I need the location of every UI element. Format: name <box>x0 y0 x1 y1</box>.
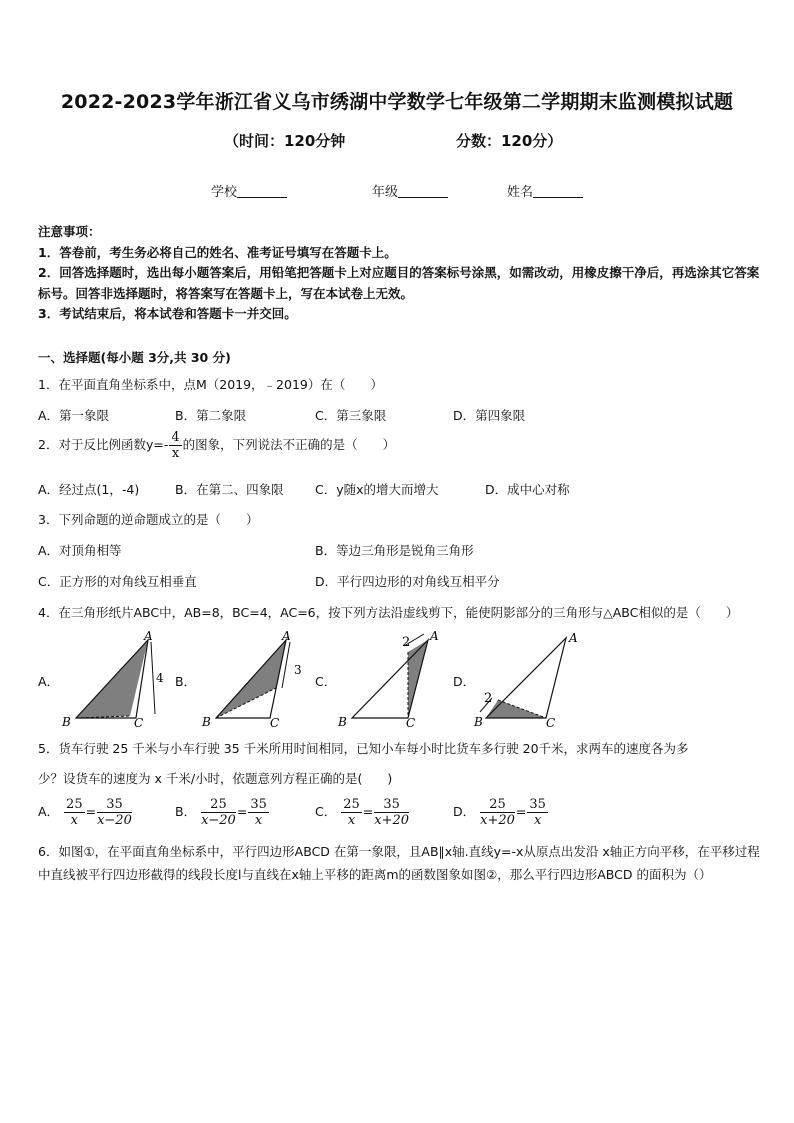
eq-sign: = <box>236 804 248 819</box>
grade-field <box>372 181 448 200</box>
exam-title: 2022-2023学年浙江省义乌市绣湖中学数学七年级第二学期期末监测模拟试题 <box>60 91 734 113</box>
q5-option-d <box>453 797 549 828</box>
school-label: 学校 <box>211 185 238 200</box>
q4-option-d-label: D． <box>453 674 476 689</box>
eq-sign: = <box>515 804 527 819</box>
name-field <box>507 181 583 200</box>
vertex-b-label: B <box>338 715 347 729</box>
q5-option-b <box>175 797 270 828</box>
q2-stem-after: 的图象，下列说法不正确的是（ ） <box>182 437 396 452</box>
length-label: 4 <box>156 671 164 685</box>
q3-option-a: A．对顶角相等 <box>38 543 122 558</box>
vertex-c-label: C <box>406 716 416 730</box>
frac-num: 35 <box>97 797 132 813</box>
q5-stem-line1: 5．货车行驶 25 千米与小车行驶 35 千米所用时间相同，已知小车每小时比货车多行驶 20千米，求两车的速度各为多 <box>38 741 689 756</box>
note-item: 2．回答选择题时，选出每小题答案后，用铅笔把答题卡上对应题目的答案标号涂黑，如需改动，用橡皮擦干净后，再选涂其它答案标号。回答非选择题时，将答案写在答题卡上，写在本试卷上无效。 <box>38 265 760 301</box>
q5-frac-left <box>480 797 515 828</box>
frac-den: x <box>347 813 356 828</box>
notes-heading: 注意事项： <box>38 224 101 239</box>
q1-option-c: C．第三象限 <box>315 408 387 423</box>
vertex-b-label: B <box>62 715 71 729</box>
q3-option-c: C．正方形的对角线互相垂直 <box>38 574 197 589</box>
q5-option-label: D． <box>453 804 476 819</box>
q1-option-b: B．第二象限 <box>175 408 247 423</box>
eq-sign: = <box>85 804 97 819</box>
q5-frac-right <box>248 797 269 828</box>
section-heading: 一、选择题(每小题 3分,共 30 分) <box>38 350 231 365</box>
triangle-abc <box>486 638 566 718</box>
length-label: 2 <box>484 691 493 706</box>
q3-option-d: D．平行四边形的对角线互相平分 <box>315 574 500 589</box>
q4-figure-d <box>470 628 590 730</box>
q2-option-d: D．成中心对称 <box>485 482 570 497</box>
note-item: 1．答卷前，考生务必将自己的姓名、准考证号填写在答题卡上。 <box>38 244 397 260</box>
exam-time: （时间：120分钟 <box>224 132 346 150</box>
length-label: 2 <box>402 635 411 650</box>
note-item: 3．考试结束后，将本试卷和答题卡一并交回。 <box>38 306 297 321</box>
q4-figure-a <box>58 628 170 730</box>
frac-den: x <box>533 813 542 828</box>
q5-option-label: C． <box>315 804 337 819</box>
vertex-a-label: A <box>282 629 291 643</box>
q2-option-c: C．y随x的增大而增大 <box>315 482 439 497</box>
school-field <box>211 181 287 200</box>
grade-blank <box>398 185 448 198</box>
eq-sign: = <box>362 804 374 819</box>
q3-stem: 3．下列命题的逆命题成立的是（ ） <box>38 512 259 527</box>
q4-option-b-label: B． <box>175 674 197 689</box>
vertex-b-label: B <box>474 715 483 729</box>
q2-fraction <box>169 430 181 461</box>
q2-stem <box>38 430 395 461</box>
q5-frac-right <box>527 797 548 828</box>
frac-num: 25 <box>201 797 236 813</box>
q2-option-b: B．在第二、四象限 <box>175 482 284 497</box>
q1-option-a: A．第一象限 <box>38 408 110 423</box>
name-blank <box>533 185 583 198</box>
q5-option-a <box>38 797 133 828</box>
name-label: 姓名 <box>507 185 534 200</box>
q5-frac-left <box>201 797 236 828</box>
frac-num: 25 <box>480 797 515 813</box>
school-blank <box>237 185 287 198</box>
q5-frac-right <box>97 797 132 828</box>
q2-option-a: A．经过点(1，-4) <box>38 482 140 497</box>
q4-option-a-label: A． <box>38 674 60 689</box>
q5-option-label: B． <box>175 804 197 819</box>
exam-score: 分数：120分） <box>456 132 563 150</box>
q5-option-label: A． <box>38 804 60 819</box>
grade-label: 年级 <box>372 185 399 200</box>
frac-num: 35 <box>250 797 267 812</box>
vertex-b-label: B <box>202 715 211 729</box>
frac-den: x <box>70 813 78 828</box>
length-label: 3 <box>294 663 302 677</box>
q4-option-c-label: C． <box>315 674 337 689</box>
vertex-a-label: A <box>430 629 439 643</box>
q5-option-c <box>315 797 410 828</box>
frac-den: x+20 <box>374 813 410 828</box>
q4-figure-c <box>338 628 450 730</box>
frac-den: x <box>254 813 263 828</box>
frac-num: 35 <box>529 797 546 812</box>
q6-stem: 6．如图①，在平面直角坐标系中，平行四边形ABCD 在第一象限，且AB∥x轴.直线y=-x从原点出发沿 x轴正方向平移，在平移过程中直线被平行四边形截得的线段长度l与直线在x轴上平移的距离m的函数图象如图②，那么平行四边形ABCD 的面积为（） <box>38 844 760 882</box>
q5-frac-right <box>374 797 409 828</box>
dimension-line <box>151 642 155 714</box>
frac-num: 25 <box>343 797 360 812</box>
vertex-a-label: A <box>569 631 578 645</box>
q4-stem: 4．在三角形纸片ABC中，AB=8，BC=4，AC=6，按下列方法沿虚线剪下，能使阴影部分的三角形与△ABC相似的是（ ） <box>38 605 739 620</box>
q5-frac-left <box>64 797 85 828</box>
frac-den: x−20 <box>201 813 236 828</box>
vertex-c-label: C <box>270 716 280 730</box>
q1-option-d: D．第四象限 <box>453 408 526 423</box>
q3-option-b: B．等边三角形是锐角三角形 <box>315 543 474 558</box>
q4-figure-b <box>198 628 310 730</box>
frac-den: x+20 <box>480 813 515 828</box>
q2-frac-num: 4 <box>171 430 180 445</box>
frac-num: 25 <box>66 797 83 812</box>
q5-frac-left <box>341 797 362 828</box>
q1-stem: 1．在平面直角坐标系中，点M（2019，﹣2019）在（ ） <box>38 377 383 392</box>
notes-block <box>38 222 760 325</box>
q5-stem-line2: 少？设货车的速度为 x 千米/小时，依题意列方程正确的是( ) <box>38 771 393 786</box>
q2-stem-before: 2．对于反比例函数y=- <box>38 437 169 452</box>
q2-frac-den: x <box>171 446 180 461</box>
vertex-c-label: C <box>134 716 144 730</box>
vertex-a-label: A <box>144 629 153 643</box>
vertex-c-label: C <box>546 716 556 730</box>
frac-num: 35 <box>374 797 409 813</box>
frac-den: x−20 <box>97 813 132 828</box>
